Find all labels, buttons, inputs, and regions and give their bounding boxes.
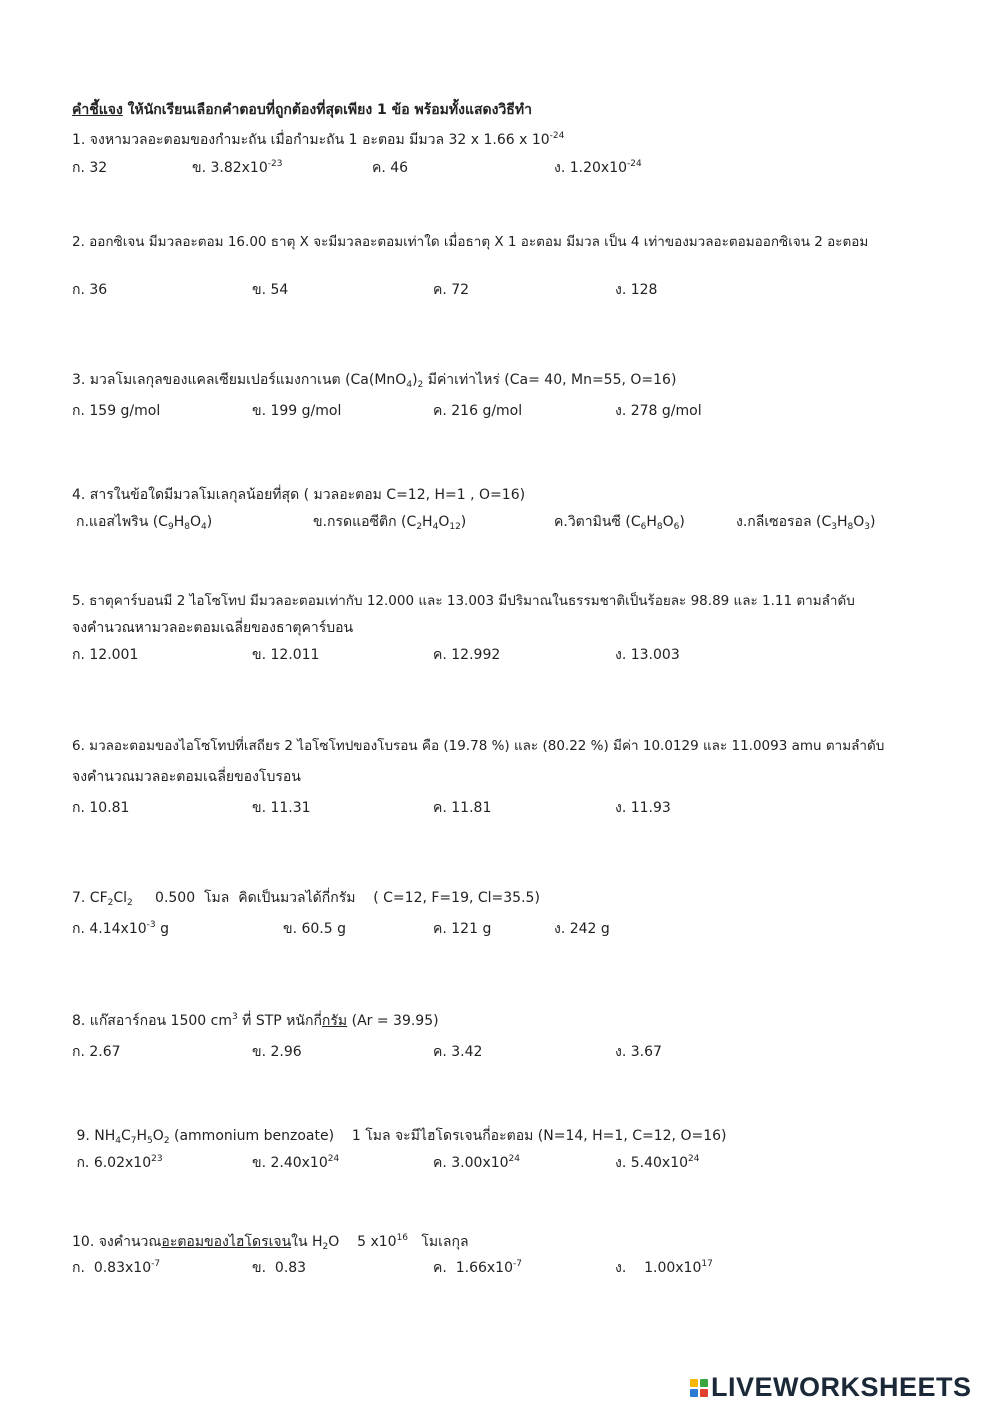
q4-c-m2: O (662, 514, 674, 530)
q7-option-c[interactable]: ค. 121 g (433, 921, 492, 937)
q9-b-exp: 24 (327, 1154, 340, 1164)
q2-option-b[interactable]: ข. 54 (252, 282, 289, 298)
question-9-s1: 4 (115, 1136, 121, 1146)
q5-option-d[interactable]: ง. 13.003 (615, 647, 680, 663)
q4-d-s3: 3 (864, 522, 870, 532)
q9-option-c[interactable] (433, 1153, 520, 1173)
q4-b-pre: ข.กรดแอซีติก (C (313, 514, 417, 530)
question-7-pre: 7. CF (72, 890, 108, 906)
q1-option-b-text: ข. 3.82x10 (192, 160, 268, 176)
q1-option-a[interactable]: ก. 32 (72, 160, 108, 176)
q5-option-a[interactable]: ก. 12.001 (72, 647, 139, 663)
q4-b-end: ) (460, 514, 467, 530)
q3-option-c[interactable]: ค. 216 g/mol (433, 403, 523, 419)
question-9-s3: 5 (147, 1136, 153, 1146)
question-4: 4. สารในข้อใดมีมวลโมเลกุลน้อยที่สุด ( มวลอะตอม C=12, H=1 , O=16) (72, 487, 526, 503)
liveworksheets-logo-icon (690, 1379, 708, 1397)
q4-option-b[interactable] (313, 512, 466, 532)
q1-option-d-text: ง. 1.20x10 (554, 160, 628, 176)
q4-option-a[interactable] (76, 512, 212, 532)
q1-option-b[interactable] (192, 158, 282, 178)
question-3-suffix: มีค่าเท่าไหร่ (Ca= 40, Mn=55, O=16) (423, 372, 677, 388)
question-10-suffix: โมเลกุล (408, 1234, 469, 1250)
q9-a-pre: ก. 6.02x10 (72, 1155, 152, 1171)
instructions-label: คำชี้แจง (72, 102, 123, 118)
question-10-mid: ใน H (291, 1234, 323, 1250)
question-8-underlined: กรัม (321, 1013, 348, 1029)
q4-a-m1: H (173, 514, 185, 530)
q10-a-exp: -7 (151, 1259, 161, 1269)
q1-option-d[interactable] (554, 158, 642, 178)
question-8-exp: 3 (231, 1012, 238, 1022)
q7-option-d[interactable]: ง. 242 g (554, 921, 610, 937)
question-6-line-1: 6. มวลอะตอมของไอโซโทปที่เสถียร 2 ไอโซโทปของโบรอน คือ (19.78 %) และ (80.22 %) มีค่า 10.0129 และ 11.0093 amu ตามลำดับ (72, 738, 885, 754)
q4-a-m2: O (189, 514, 201, 530)
question-3-mid: ) (412, 372, 418, 388)
q4-c-s2: 8 (656, 522, 663, 532)
q6-option-b[interactable]: ข. 11.31 (252, 800, 311, 816)
q1-option-d-exp: -24 (627, 159, 642, 169)
question-7-s1: 2 (107, 898, 114, 908)
q7-a-exp: -3 (146, 920, 156, 930)
logo-square-4 (700, 1389, 708, 1397)
q10-option-a[interactable] (72, 1258, 160, 1278)
question-9-m3: O (152, 1128, 164, 1144)
q2-option-a[interactable]: ก. 36 (72, 282, 108, 298)
logo-square-3 (690, 1389, 698, 1397)
q10-option-c[interactable] (433, 1258, 522, 1278)
q4-d-s1: 3 (831, 522, 837, 532)
q7-option-b[interactable]: ข. 60.5 g (283, 921, 346, 937)
question-7-s2: 2 (127, 898, 133, 908)
instructions (72, 100, 532, 120)
q9-option-a[interactable] (72, 1153, 163, 1173)
question-3 (72, 370, 676, 390)
q5-option-b[interactable]: ข. 12.011 (252, 647, 320, 663)
question-8 (72, 1011, 439, 1031)
question-3-sub2: 2 (417, 380, 424, 390)
question-1 (72, 130, 564, 150)
question-7 (72, 888, 540, 908)
q7-a-post: g (155, 921, 169, 937)
q7-a-pre: ก. 4.14x10 (72, 921, 147, 937)
q10-d-exp: 17 (701, 1259, 713, 1269)
q9-a-exp: 23 (151, 1154, 163, 1164)
q4-d-s2: 8 (847, 522, 854, 532)
q9-option-d[interactable] (615, 1153, 699, 1173)
q4-b-m2: O (438, 514, 450, 530)
q10-option-d[interactable] (615, 1258, 713, 1278)
q8-option-d[interactable]: ง. 3.67 (615, 1044, 662, 1060)
q10-d-pre: ง. 1.00x10 (615, 1260, 702, 1276)
question-8-mid: ที่ STP หนักกี่ (237, 1013, 322, 1029)
question-9-m1: C (121, 1128, 131, 1144)
q4-a-s1: 9 (167, 522, 174, 532)
question-5-line-1: 5. ธาตุคาร์บอนมี 2 ไอโซโทป มีมวลอะตอมเท่ากับ 12.000 และ 13.003 มีปริมาณในธรรมชาติเป็นร้อยละ 98.89 และ 1.11 ตามลำดับ (72, 593, 855, 609)
q9-b-pre: ข. 2.40x10 (252, 1155, 328, 1171)
q9-d-pre: ง. 5.40x10 (615, 1155, 689, 1171)
question-10-s1: 2 (322, 1242, 329, 1252)
q4-b-s1: 2 (416, 522, 423, 532)
q4-a-s2: 8 (184, 522, 190, 532)
q5-option-c[interactable]: ค. 12.992 (433, 647, 501, 663)
liveworksheets-logo[interactable] (690, 1372, 972, 1403)
question-10-underlined: อะตอมของไฮโดรเจน (161, 1234, 292, 1250)
question-10-mid2: O 5 x10 (328, 1234, 397, 1250)
q4-d-m2: O (853, 514, 865, 530)
q8-option-c[interactable]: ค. 3.42 (433, 1044, 483, 1060)
question-10-pre: 10. จงคำนวณ (72, 1234, 162, 1250)
question-7-mid: Cl (113, 890, 128, 906)
q4-d-end: ) (870, 514, 876, 530)
q7-option-a[interactable] (72, 919, 169, 939)
question-9-m2: H (136, 1128, 148, 1144)
q1-option-c[interactable]: ค. 46 (372, 160, 409, 176)
q4-c-m1: H (646, 514, 657, 530)
question-10-exp: 16 (396, 1233, 409, 1243)
q4-c-end: ) (679, 514, 685, 530)
q4-d-pre: ง.กลีเซอรอล (C (736, 514, 832, 530)
q1-option-b-exp: -23 (267, 159, 283, 169)
q9-option-b[interactable] (252, 1153, 339, 1173)
q4-b-m1: H (422, 514, 433, 530)
q6-option-c[interactable]: ค. 11.81 (433, 800, 492, 816)
question-9-s2: 7 (130, 1136, 137, 1146)
q4-c-s1: 6 (640, 522, 647, 532)
q6-option-d[interactable]: ง. 11.93 (615, 800, 671, 816)
q10-c-exp: -7 (513, 1259, 522, 1269)
q4-d-m1: H (836, 514, 848, 530)
question-1-text: 1. จงหามวลอะตอมของกำมะถัน เมื่อกำมะถัน 1 อะตอม มีมวล 32 x 1.66 x 10 (72, 132, 550, 148)
q8-option-b[interactable]: ข. 2.96 (252, 1044, 302, 1060)
instructions-text: ให้นักเรียนเลือกคำตอบที่ถูกต้องที่สุดเพียง 1 ข้อ พร้อมทั้งแสดงวิธีทำ (122, 102, 532, 118)
question-9 (72, 1126, 726, 1146)
q3-option-a[interactable]: ก. 159 g/mol (72, 403, 161, 419)
logo-square-2 (700, 1379, 708, 1387)
q10-a-pre: ก. 0.83x10 (72, 1260, 152, 1276)
question-10 (72, 1232, 469, 1252)
q2-option-c[interactable]: ค. 72 (433, 282, 470, 298)
q4-b-s3: 12 (449, 522, 461, 532)
q4-option-c[interactable] (554, 512, 685, 532)
question-8-pre: 8. แก๊สอาร์กอน 1500 cm (72, 1013, 232, 1029)
question-7-suffix: 0.500 โมล คิดเป็นมวลได้กี่กรัม ( C=12, F=19, Cl=35.5) (132, 890, 540, 906)
question-5-line-2: จงคำนวณหามวลอะตอมเฉลี่ยของธาตุคาร์บอน (72, 620, 354, 636)
q10-c-pre: ค. 1.66x10 (433, 1260, 513, 1276)
question-9-suffix: (ammonium benzoate) 1 โมล จะมีไฮโดรเจนกี่อะตอม (N=14, H=1, C=12, O=16) (169, 1128, 727, 1144)
q9-c-exp: 24 (508, 1154, 520, 1164)
q3-option-d[interactable]: ง. 278 g/mol (615, 403, 702, 419)
question-3-text: 3. มวลโมเลกุลของแคลเซียมเปอร์แมงกาเนต (Ca(MnO (72, 372, 407, 388)
q9-d-exp: 24 (688, 1154, 700, 1164)
q4-b-s2: 4 (432, 522, 439, 532)
q4-a-pre: ก.แอสไพริน (C (76, 514, 168, 530)
question-8-suffix: (Ar = 39.95) (347, 1013, 439, 1029)
q10-option-b[interactable]: ข. 0.83 (252, 1260, 307, 1276)
question-1-exp: -24 (549, 131, 565, 141)
q4-a-s3: 4 (200, 522, 207, 532)
question-3-sub1: 4 (406, 380, 413, 390)
q4-c-s3: 6 (673, 522, 680, 532)
logo-square-1 (690, 1379, 698, 1387)
q9-c-pre: ค. 3.00x10 (433, 1155, 509, 1171)
q8-option-a[interactable]: ก. 2.67 (72, 1044, 121, 1060)
question-6-line-2: จงคำนวณมวลอะตอมเฉลี่ยของโบรอน (72, 769, 301, 785)
q4-option-d[interactable] (736, 512, 875, 532)
question-9-pre: 9. NH (72, 1128, 116, 1144)
q2-option-d[interactable]: ง. 128 (615, 282, 658, 298)
q3-option-b[interactable]: ข. 199 g/mol (252, 403, 342, 419)
liveworksheets-logo-text: LIVEWORKSHEETS (711, 1372, 972, 1402)
question-2: 2. ออกซิเจน มีมวลอะตอม 16.00 ธาตุ X จะมีมวลอะตอมเท่าใด เมื่อธาตุ X 1 อะตอม มีมวล เป็น 4 เท่าของมวลอะตอมออกซิเจน 2 อะตอม (72, 234, 869, 250)
question-9-s4: 2 (163, 1136, 170, 1146)
q4-a-end: ) (206, 514, 213, 530)
q4-c-pre: ค.วิตามินซี (C (554, 514, 641, 530)
q6-option-a[interactable]: ก. 10.81 (72, 800, 130, 816)
